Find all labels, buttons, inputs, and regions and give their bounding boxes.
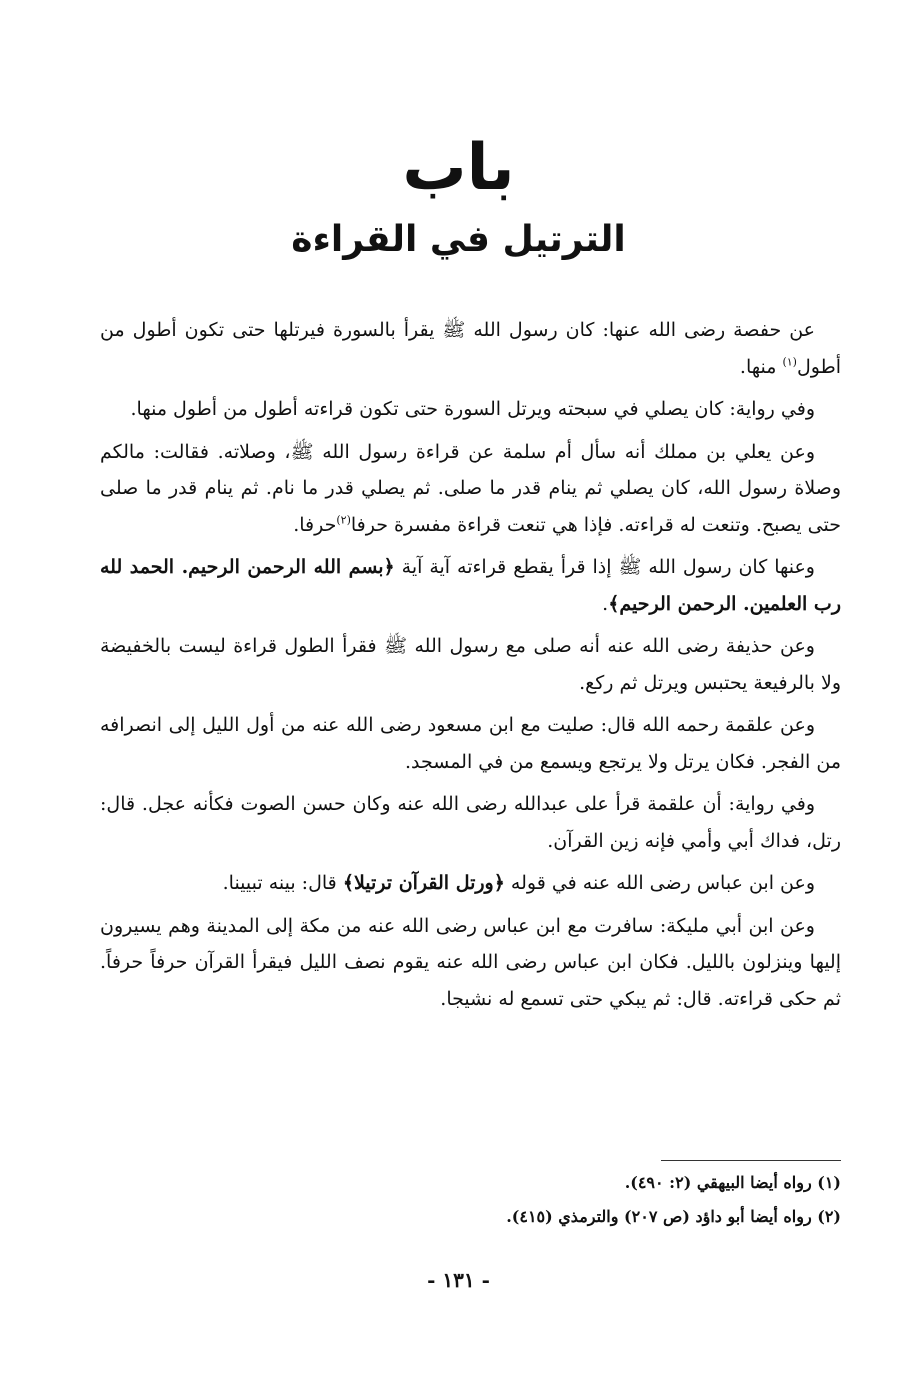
paragraph-hafsa xyxy=(100,312,841,385)
footnote-divider xyxy=(661,1160,841,1161)
footnote-2: (٢) رواه أيضا أبو داؤد (ص ٢٠٧) والترمذي (٤١٥). xyxy=(506,1207,841,1226)
paragraph-ibn-abi-mulayka: وعن ابن أبي مليكة: سافرت مع ابن عباس رضى الله عنه من مكة إلى المدينة وهم يسيرون إليها وينزلون بالليل. فكان ابن عباس رضى الله عنه يقوم نصف الليل فيقرأ القرآن حرفاً حرفاً. ثم حكى قراءته. قال: ثم يبكي حتى تسمع له نشيجا. xyxy=(100,914,841,1010)
body-text xyxy=(100,312,841,1023)
page-number: - ١٣١ - xyxy=(427,1268,490,1292)
paragraph-tail: حرفا. xyxy=(293,513,337,536)
paragraph-text: وعن يعلي بن مملك أنه سأل أم سلمة عن قراءة رسول الله ﷺ، وصلاته. فقالت: مالكم وصلاة رسول الله، كان يصلي ثم ينام قدر ما صلى. ثم يصلي قدر ما نام. ثم ينام قدر ما صلى حتى يصبح. وتنعت له قراءته. فإذا هي تنعت قراءة مفسرة حرفا xyxy=(100,440,841,536)
paragraph-ayah-by-ayah xyxy=(100,549,841,622)
paragraph-ibn-abbas xyxy=(100,865,841,902)
paragraph-umm-salama xyxy=(100,434,841,544)
paragraph-hudhayfa: وعن حذيفة رضى الله عنه أنه صلى مع رسول الله ﷺ فقرأ الطول قراءة ليست بالخفيضة ولا بالرفيعة يحتبس ويرتل ثم ركع. xyxy=(100,635,841,694)
footnotes xyxy=(100,1166,841,1234)
paragraph-tail: قال: بينه تبيينا. xyxy=(222,872,337,894)
paragraph-text: وعنها كان رسول الله ﷺ إذا قرأ يقطع قراءته آية آية xyxy=(401,556,815,578)
paragraph-riwaya-2: وفي رواية: أن علقمة قرأ على عبدالله رضى الله عنه وكان حسن الصوت فكأنه عجل. قال: رتل، فداك أبي وأمي فإنه زين القرآن. xyxy=(100,793,841,852)
paragraph-text: وعن ابن عباس رضى الله عنه في قوله xyxy=(510,872,815,894)
section-title: الترتيل في القراءة xyxy=(291,219,626,260)
paragraph-alqama: وعن علقمة رحمه الله قال: صليت مع ابن مسعود رضى الله عنه من أول الليل إلى انصرافه من الفجر. فكان يرتل ولا يرتجع ويسمع من في المسجد. xyxy=(100,714,841,773)
paragraph-tail: منها. xyxy=(739,355,777,378)
footnote-ref-2: (٢) xyxy=(336,513,351,527)
quran-quote: ﴿بسم الله الرحمن الرحيم. الحمد لله رب العلمين. الرحمن الرحيم﴾ xyxy=(100,556,841,615)
chapter-heading: باب xyxy=(402,131,515,205)
paragraph-text: عن حفصة رضى الله عنها: كان رسول الله ﷺ يقرأ بالسورة فيرتلها حتى تكون أطول من أطول xyxy=(100,319,841,378)
footnote-ref-1: (١) xyxy=(782,355,797,369)
paragraph-tail: . xyxy=(602,592,609,615)
paragraph-riwaya-1: وفي رواية: كان يصلي في سبحته ويرتل السورة حتى تكون قراءته أطول من أطول منها. xyxy=(130,398,815,420)
quran-quote: ﴿ورتل القرآن ترتيلا﴾ xyxy=(342,872,505,894)
footnote-1: (١) رواه أيضا البيهقي (٢: ٤٩٠). xyxy=(624,1173,841,1192)
